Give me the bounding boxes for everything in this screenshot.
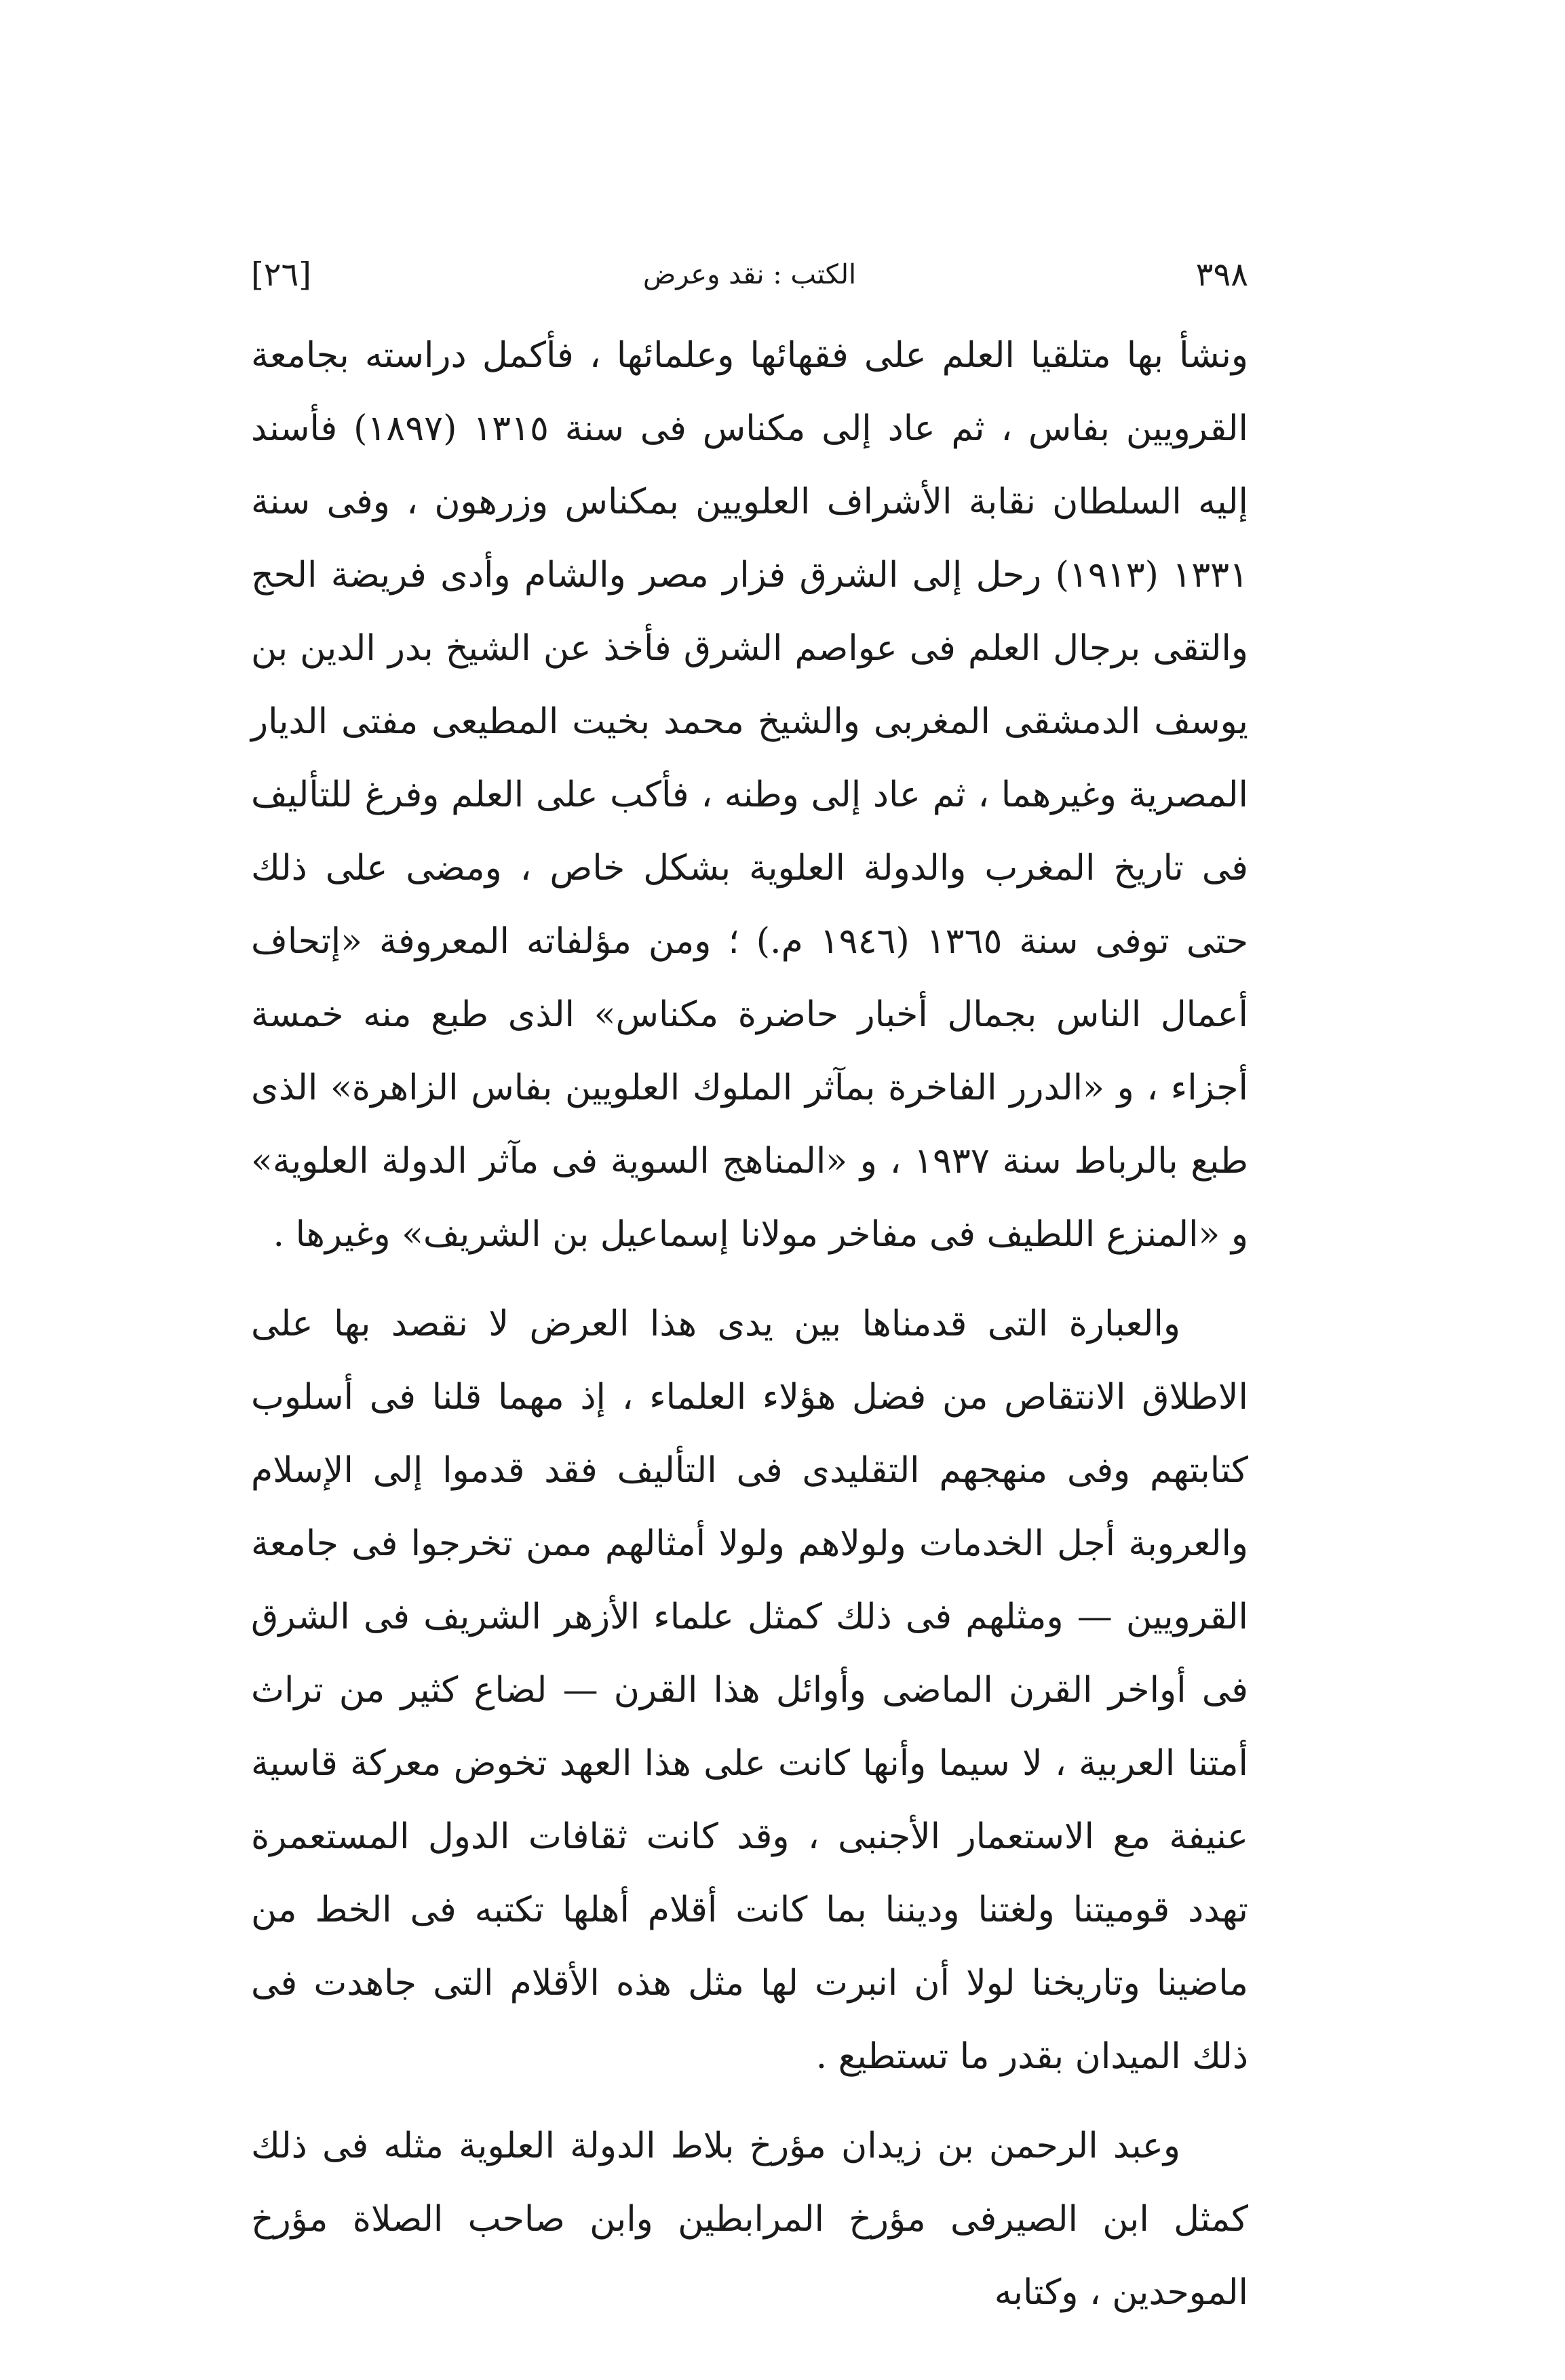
body-text xyxy=(251,319,1248,2329)
paragraph-1: ونشأ بها متلقيا العلم على فقهائها وعلمائها ، فأكمل دراسته بجامعة القرويين بفاس ، ثم عاد إلى مكناس فى سنة ١٣١٥ (١٨٩٧) فأسند إليه السلطان نقابة الأشراف العلويين بمكناس وزرهون ، وفى سنة ١٣٣١ (١٩١٣) رحل إلى الشرق فزار مصر والشام وأدى فريضة الحج والتقى برجال العلم فى عواصم الشرق فأخذ عن الشيخ بدر الدين بن يوسف الدمشقى المغربى والشيخ محمد بخيت المطيعى مفتى الديار المصرية وغيرهما ، ثم عاد إلى وطنه ، فأكب على العلم وفرغ للتأليف فى تاريخ المغرب والدولة العلوية بشكل خاص ، ومضى على ذلك حتى توفى سنة ١٣٦٥ (١٩٤٦ م.) ؛ ومن مؤلفاته المعروفة «إتحاف أعمال الناس بجمال أخبار حاضرة مكناس» الذى طبع منه خمسة أجزاء ، و «الدرر الفاخرة بمآثر الملوك العلويين بفاس الزاهرة» الذى طبع بالرباط سنة ١٩٣٧ ، و «المناهج السوية فى مآثر الدولة العلوية» و «المنزع اللطيف فى مفاخر مولانا إسماعيل بن الشريف» وغيرها . xyxy=(251,335,1248,1255)
page-number: ٣٩٨ xyxy=(1195,256,1248,294)
section-number: [٢٦] xyxy=(251,256,312,294)
paragraph-2: والعبارة التى قدمناها بين يدى هذا العرض لا نقصد بها على الاطلاق الانتقاص من فضل هؤلاء العلماء ، إذ مهما قلنا فى أسلوب كتابتهم وفى منهجهم التقليدى فى التأليف فقد قدموا إلى الإسلام والعروبة أجل الخدمات ولولاهم ولولا أمثالهم ممن تخرجوا فى جامعة القرويين — ومثلهم فى ذلك كمثل علماء الأزهر الشريف فى الشرق فى أواخر القرن الماضى وأوائل هذا القرن — لضاع كثير من تراث أمتنا العربية ، لا سيما وأنها كانت على هذا العهد تخوض معركة قاسية عنيفة مع الاستعمار الأجنبى ، وقد كانت ثقافات الدول المستعمرة تهدد قوميتنا ولغتنا وديننا بما كانت أقلام أهلها تكتبه فى الخط من ماضينا وتاريخنا لولا أن انبرت لها مثل هذه الأقلام التى جاهدت فى ذلك الميدان بقدر ما تستطيع . xyxy=(251,1304,1248,2077)
running-title: الكتب : نقد وعرض xyxy=(642,259,857,290)
running-header xyxy=(251,251,1248,298)
paragraph-3: وعبد الرحمن بن زيدان مؤرخ بلاط الدولة العلوية مثله فى ذلك كمثل ابن الصيرفى مؤرخ المرابطين وابن صاحب الصلاة مؤرخ الموحدين ، وكتابه xyxy=(251,2126,1248,2313)
